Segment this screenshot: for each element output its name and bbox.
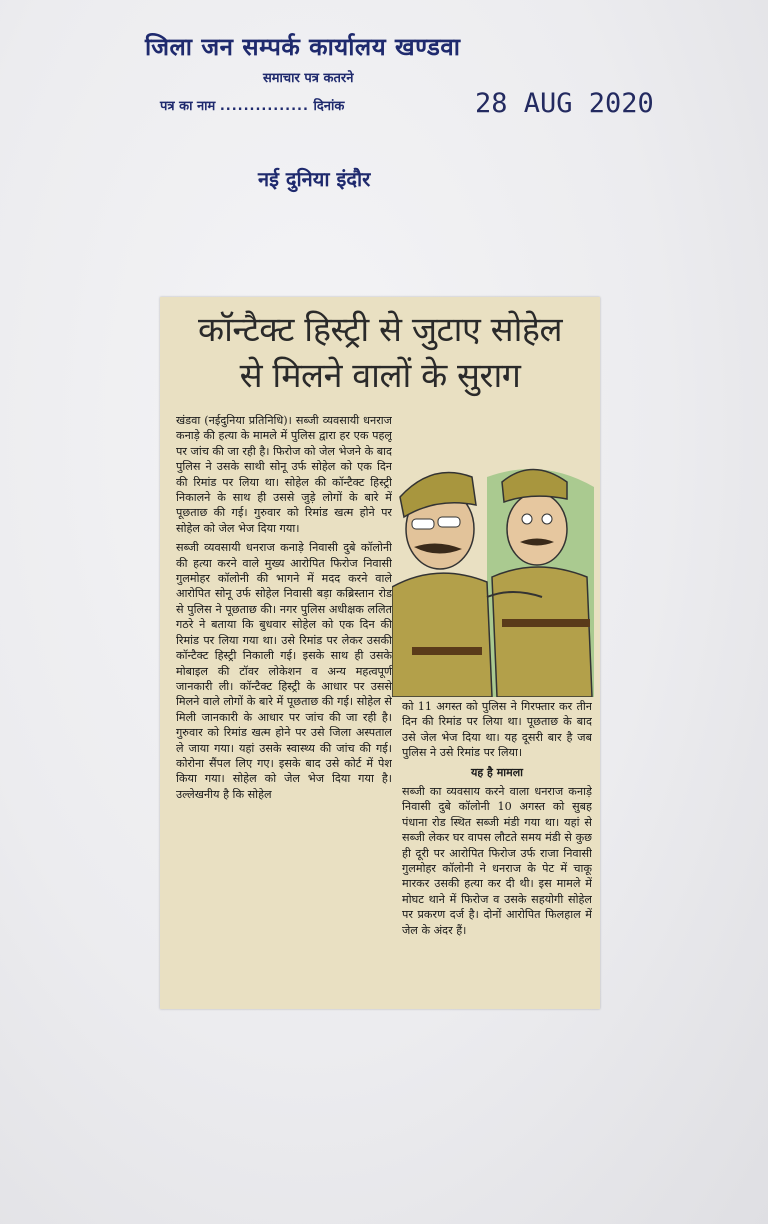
article-paragraph: को 11 अगस्त को पुलिस ने गिरफ्तार कर तीन दिन की रिमांड पर लिया था। पूछताछ के बाद उसे जेल भेज दिया था। यह दूसरी बार है जब पुलिस ने उसे रिमांड पर लिया। <box>402 700 592 760</box>
cuttings-label: समाचार पत्र कतरने <box>263 71 354 86</box>
article-column-left <box>176 413 392 997</box>
section-subhead: यह है मामला <box>470 765 524 779</box>
article-column-right <box>402 699 592 999</box>
paper-name-label: पत्र का नाम <box>160 99 216 114</box>
headline-line-2: से मिलने वालों के सुराग <box>239 356 521 396</box>
article-paragraph: खंडवा (नईदुनिया प्रतिनिधि)। सब्जी व्यवसायी धनराज कनाड़े की हत्या के मामले में पुलिस द्वारा हर एक पहलू पर जांच की जा रही है। फिरोज को जेल भेजने के बाद पुलिस ने उसके साथी सोनू उर्फ सोहेल को एक दिन की रिमांड पर लिया था। सोहेल की कॉन्टैक्ट हिस्ट्री निकालने के साथ ही उससे जुड़े लोगों के बारे में पूछताछ की गई। गुरुवार को रिमांड खत्म होने पर सोहेल को जेल भेज दिया गया। <box>176 414 392 535</box>
date-label: दिनांक <box>313 99 345 114</box>
newspaper-name: नई दुनिया इंदौर <box>258 167 371 191</box>
police-cartoon-illustration <box>392 447 594 697</box>
office-stamp-title: जिला जन सम्पर्क कार्यालय खण्डवा <box>145 33 461 61</box>
paper-date-row <box>160 96 344 114</box>
headline-line-1: कॉन्टैक्ट हिस्ट्री से जुटाए सोहेल <box>197 310 562 350</box>
article-paragraph: सब्जी का व्यवसाय करने वाला धनराज कनाड़े निवासी दुबे कॉलोनी 10 अगस्त को सुबह पंधाना रोड स्थित सब्जी मंडी गया था। यहां से सब्जी लेकर घर वापस लौटते समय मंडी से कुछ ही दूरी पर आरोपित फिरोज उर्फ राजा निवासी गुलमोहर कॉलोनी ने धनराज के पेट में चाकू मारकर उसकी हत्या कर दी थी। इस मामले में मोघट थाने में फिरोज व उसके सहयोगी सोहेल पर प्रकरण दर्ज है। दोनों आरोपित फिलहाल में जेल के अंदर हैं। <box>402 785 592 937</box>
paper-name-dots: ............... <box>219 99 309 114</box>
date-stamp: 28 AUG 2020 <box>475 88 654 119</box>
article-headline <box>160 307 600 399</box>
newspaper-clipping <box>160 297 600 1009</box>
article-paragraph: सब्जी व्यवसायी धनराज कनाड़े निवासी दुबे कॉलोनी की हत्या करने वाले मुख्य आरोपित फिरोज निवासी गुलमोहर कॉलोनी की भागने में मदद करने वाले आरोपित सोनू उर्फ सोहेल निवासी बड़ा कब्रिस्तान रोड से पुलिस ने पूछताछ की। नगर पुलिस अधीक्षक ललित गठरे ने बताया कि बुधवार सोहेल को एक दिन की रिमांड पर लिया गया था। उसे रिमांड पर लेकर उसकी कॉन्टैक्ट हिस्ट्री निकाली गई। इसके साथ ही उसके मोबाइल की टॉवर लोकेशन व अन्य महत्वपूर्ण जानकारी ली। कॉन्टैक्ट हिस्ट्री के आधार पर उससे मिलने वाले लोगों के बारे में पूछताछ की गई। सोहेल से मिली जानकारी के आधार पर जांच की जा रही है। गुरुवार को रिमांड खत्म होने पर उसे जिला अस्पताल ले जाया गया। यहां उसके स्वास्थ्य की जांच की गई। कोरोना सैंपल लिए गए। इसके बाद उसे कोर्ट में पेश किया गया। सोहेल को जेल भेज दिया गया है। उल्लेखनीय है कि सोहेल <box>176 541 392 801</box>
